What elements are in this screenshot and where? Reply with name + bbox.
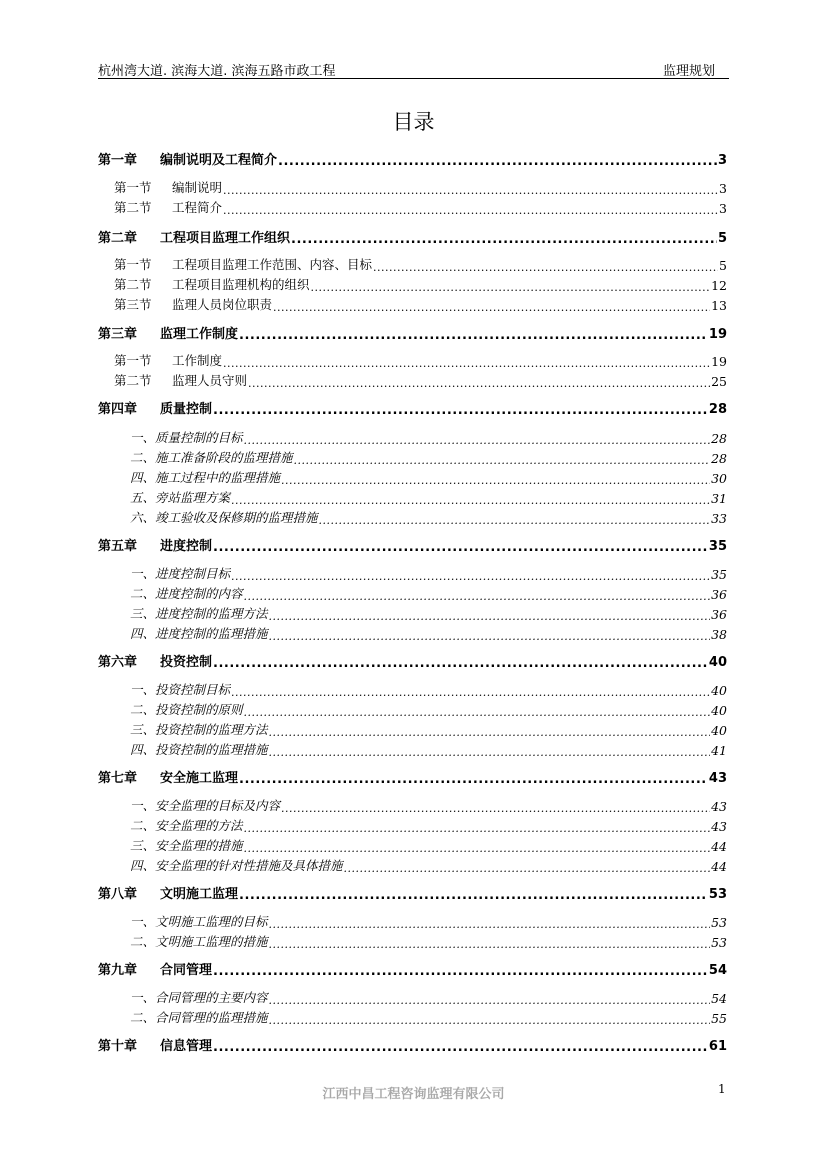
toc-dot-leader xyxy=(244,843,711,854)
toc-item-row[interactable] xyxy=(98,564,727,582)
toc-chapter-row[interactable] xyxy=(98,884,727,902)
toc-chapter-row[interactable] xyxy=(98,150,727,168)
toc-dot-leader xyxy=(239,889,708,902)
toc-item-row[interactable] xyxy=(98,796,727,814)
toc-dot-leader xyxy=(213,541,708,554)
toc-entry-label: 信息管理 xyxy=(160,1039,213,1054)
toc-entry-label: 四、安全监理的针对性措施及具体措施 xyxy=(130,858,343,873)
toc-entry-label: 四、投资控制的监理措施 xyxy=(130,742,268,757)
toc-dot-leader xyxy=(294,455,711,466)
toc-page-number: 53 xyxy=(711,935,727,950)
toc-section-row[interactable] xyxy=(98,255,727,273)
toc-entry-label: 进度控制 xyxy=(160,539,213,554)
toc-page-number: 54 xyxy=(711,991,727,1006)
toc-dot-leader xyxy=(223,358,710,369)
toc-page-number: 40 xyxy=(708,655,727,670)
toc-entry-label: 五、旁站监理方案 xyxy=(130,490,231,505)
toc-page-number: 28 xyxy=(711,451,727,466)
toc-entry-label: 二、进度控制的内容 xyxy=(130,586,243,601)
toc-dot-leader xyxy=(281,475,710,486)
toc-page-number: 36 xyxy=(711,607,727,622)
toc-entry-number: 第十章 xyxy=(98,1039,138,1054)
toc-chapter-row[interactable] xyxy=(98,399,727,417)
toc-entry-number: 第一章 xyxy=(98,153,138,168)
toc-page-number: 19 xyxy=(711,354,727,369)
toc-entry-label: 工程项目监理机构的组织 xyxy=(172,277,310,292)
toc-item-row[interactable] xyxy=(98,680,727,698)
toc-entry-label: 编制说明及工程简介 xyxy=(160,153,278,168)
toc-entry-number: 第七章 xyxy=(98,771,138,786)
toc-chapter-row[interactable] xyxy=(98,228,727,246)
toc-page-number: 54 xyxy=(708,963,727,978)
toc-dot-leader xyxy=(269,1015,711,1026)
toc-item-row[interactable] xyxy=(98,720,727,738)
toc-chapter-row[interactable] xyxy=(98,960,727,978)
toc-entry-label: 一、文明施工监理的目标 xyxy=(130,914,268,929)
toc-dot-leader xyxy=(248,378,710,389)
toc-entry-label: 四、进度控制的监理措施 xyxy=(130,626,268,641)
toc-dot-leader xyxy=(244,591,711,602)
toc-item-row[interactable] xyxy=(98,988,727,1006)
header-project-title: 杭州湾大道. 滨海大道. 滨海五路市政工程 xyxy=(98,64,336,79)
toc-entry-label: 监理人员岗位职责 xyxy=(172,297,273,312)
toc-page-number: 28 xyxy=(708,402,727,417)
toc-item-row[interactable] xyxy=(98,624,727,642)
toc-page-number: 43 xyxy=(711,819,727,834)
toc-entry-label: 监理工作制度 xyxy=(160,327,239,342)
toc-dot-leader xyxy=(269,939,711,950)
toc-entry-label: 监理人员守则 xyxy=(172,373,248,388)
toc-entry-label: 三、安全监理的措施 xyxy=(130,838,243,853)
toc-page-number: 31 xyxy=(711,491,727,506)
toc-page-number: 35 xyxy=(708,539,727,554)
toc-dot-leader xyxy=(223,205,718,216)
toc-page-number: 53 xyxy=(708,887,727,902)
toc-entry-number: 第三章 xyxy=(98,327,138,342)
toc-entry-number: 第二节 xyxy=(114,373,152,388)
toc-page-number: 28 xyxy=(711,431,727,446)
toc-item-row[interactable] xyxy=(98,428,727,446)
toc-dot-leader xyxy=(319,515,711,526)
toc-entry-label: 二、合同管理的监理措施 xyxy=(130,1010,268,1025)
toc-entry-label: 三、进度控制的监理方法 xyxy=(130,606,268,621)
toc-dot-leader xyxy=(269,611,711,622)
toc-entry-label: 一、安全监理的目标及内容 xyxy=(130,798,281,813)
toc-page-number: 44 xyxy=(711,859,727,874)
toc-dot-leader xyxy=(291,233,717,246)
toc-dot-leader xyxy=(373,262,718,273)
toc-dot-leader xyxy=(269,727,711,738)
toc-dot-leader xyxy=(269,631,711,642)
toc-entry-label: 一、合同管理的主要内容 xyxy=(130,990,268,1005)
toc-entry-number: 第五章 xyxy=(98,539,138,554)
toc-entry-number: 第三节 xyxy=(114,297,152,312)
toc-entry-label: 工程项目监理工作范围、内容、目标 xyxy=(172,257,373,272)
toc-dot-leader xyxy=(244,823,711,834)
toc-page-number: 53 xyxy=(711,915,727,930)
toc-dot-leader xyxy=(213,1041,708,1054)
toc-item-row[interactable] xyxy=(98,816,727,834)
toc-entry-number: 第二节 xyxy=(114,277,152,292)
toc-item-row[interactable] xyxy=(98,740,727,758)
toc-entry-label: 二、投资控制的原则 xyxy=(130,702,243,717)
toc-entry-label: 一、投资控制目标 xyxy=(130,682,231,697)
toc-entry-label: 二、安全监理的方法 xyxy=(130,818,243,833)
toc-entry-label: 合同管理 xyxy=(160,963,213,978)
toc-item-row[interactable] xyxy=(98,1008,727,1026)
toc-section-row[interactable] xyxy=(98,275,727,293)
toc-page-number: 3 xyxy=(717,153,727,168)
toc-entry-label: 工作制度 xyxy=(172,353,223,368)
toc-entry-label: 质量控制 xyxy=(160,402,213,417)
toc-page-number: 41 xyxy=(711,743,727,758)
toc-chapter-row[interactable] xyxy=(98,652,727,670)
toc-dot-leader xyxy=(344,863,711,874)
toc-page-number: 43 xyxy=(708,771,727,786)
toc-section-row[interactable] xyxy=(98,351,727,369)
toc-entry-label: 文明施工监理 xyxy=(160,887,239,902)
toc-entry-number: 第二节 xyxy=(114,200,152,215)
toc-dot-leader xyxy=(278,155,717,168)
toc-item-row[interactable] xyxy=(98,856,727,874)
toc-section-row[interactable] xyxy=(98,371,727,389)
toc-dot-leader xyxy=(213,404,708,417)
toc-entry-number: 第二章 xyxy=(98,231,138,246)
toc-page-number: 40 xyxy=(711,723,727,738)
toc-chapter-row[interactable] xyxy=(98,324,727,342)
toc-dot-leader xyxy=(244,707,711,718)
toc-item-row[interactable] xyxy=(98,604,727,622)
toc-entry-label: 四、施工过程中的监理措施 xyxy=(130,470,281,485)
toc-dot-leader xyxy=(213,965,708,978)
toc-item-row[interactable] xyxy=(98,488,727,506)
toc-page-number: 38 xyxy=(711,627,727,642)
toc-page-number: 44 xyxy=(711,839,727,854)
toc-page-number: 61 xyxy=(708,1039,727,1054)
toc-dot-leader xyxy=(231,571,710,582)
toc-entry-number: 第四章 xyxy=(98,402,138,417)
toc-dot-leader xyxy=(231,687,710,698)
toc-dot-leader xyxy=(269,919,711,930)
toc-section-row[interactable] xyxy=(98,178,727,196)
toc-page-number: 19 xyxy=(708,327,727,342)
toc-page-number: 12 xyxy=(711,278,727,293)
toc-entry-label: 安全施工监理 xyxy=(160,771,239,786)
toc-entry-number: 第六章 xyxy=(98,655,138,670)
toc-chapter-row[interactable] xyxy=(98,1036,727,1054)
toc-entry-label: 六、竣工验收及保修期的监理措施 xyxy=(130,510,318,525)
toc-entry-label: 二、施工准备阶段的监理措施 xyxy=(130,450,293,465)
toc-page-number: 35 xyxy=(711,567,727,582)
toc-page-number: 33 xyxy=(711,511,727,526)
toc-item-row[interactable] xyxy=(98,912,727,930)
toc-entry-label: 三、投资控制的监理方法 xyxy=(130,722,268,737)
toc-item-row[interactable] xyxy=(98,836,727,854)
toc-dot-leader xyxy=(244,435,711,446)
toc-item-row[interactable] xyxy=(98,932,727,950)
toc-page-number: 5 xyxy=(717,231,727,246)
toc-page-number: 40 xyxy=(711,703,727,718)
toc-entry-label: 二、文明施工监理的措施 xyxy=(130,934,268,949)
toc-dot-leader xyxy=(273,302,710,313)
toc-section-row[interactable] xyxy=(98,295,727,313)
toc-dot-leader xyxy=(231,495,710,506)
toc-entry-label: 工程简介 xyxy=(172,200,223,215)
toc-section-row[interactable] xyxy=(98,198,727,216)
toc-page-number: 13 xyxy=(711,298,727,313)
toc-dot-leader xyxy=(223,185,718,196)
footer-company: 江西中昌工程咨询监理有限公司 xyxy=(322,1087,505,1102)
toc-page-number: 43 xyxy=(711,799,727,814)
toc-dot-leader xyxy=(269,995,711,1006)
toc-page-number: 36 xyxy=(711,587,727,602)
toc-dot-leader xyxy=(311,282,711,293)
toc-item-row[interactable] xyxy=(98,448,727,466)
toc-item-row[interactable] xyxy=(98,700,727,718)
header-doc-type: 监理规划 xyxy=(662,64,715,79)
page-title: 目录 xyxy=(392,110,435,134)
toc-page-number: 5 xyxy=(719,258,727,273)
toc-entry-number: 第八章 xyxy=(98,887,138,902)
toc-entry-label: 一、进度控制目标 xyxy=(130,566,231,581)
toc-entry-label: 工程项目监理工作组织 xyxy=(160,231,291,246)
toc-page-number: 25 xyxy=(711,374,727,389)
toc-entry-label: 投资控制 xyxy=(160,655,213,670)
page-number: 1 xyxy=(718,1082,726,1096)
toc-entry-number: 第一节 xyxy=(114,353,152,368)
toc-dot-leader xyxy=(281,803,710,814)
toc-page-number: 30 xyxy=(711,471,727,486)
toc-entry-number: 第一节 xyxy=(114,257,152,272)
toc-dot-leader xyxy=(269,747,711,758)
toc-entry-label: 编制说明 xyxy=(172,180,223,195)
toc-item-row[interactable] xyxy=(98,468,727,486)
toc-page-number: 3 xyxy=(719,181,727,196)
toc-dot-leader xyxy=(239,773,708,786)
toc-item-row[interactable] xyxy=(98,584,727,602)
toc-dot-leader xyxy=(213,657,708,670)
toc-entry-number: 第九章 xyxy=(98,963,138,978)
toc-chapter-row[interactable] xyxy=(98,768,727,786)
toc-page-number: 55 xyxy=(711,1011,727,1026)
toc-dot-leader xyxy=(239,329,708,342)
toc-entry-label: 一、质量控制的目标 xyxy=(130,430,243,445)
toc-entry-number: 第一节 xyxy=(114,180,152,195)
toc-page-number: 40 xyxy=(711,683,727,698)
toc-item-row[interactable] xyxy=(98,508,727,526)
toc-page-number: 3 xyxy=(719,201,727,216)
table-of-contents xyxy=(98,0,727,1169)
toc-chapter-row[interactable] xyxy=(98,536,727,554)
